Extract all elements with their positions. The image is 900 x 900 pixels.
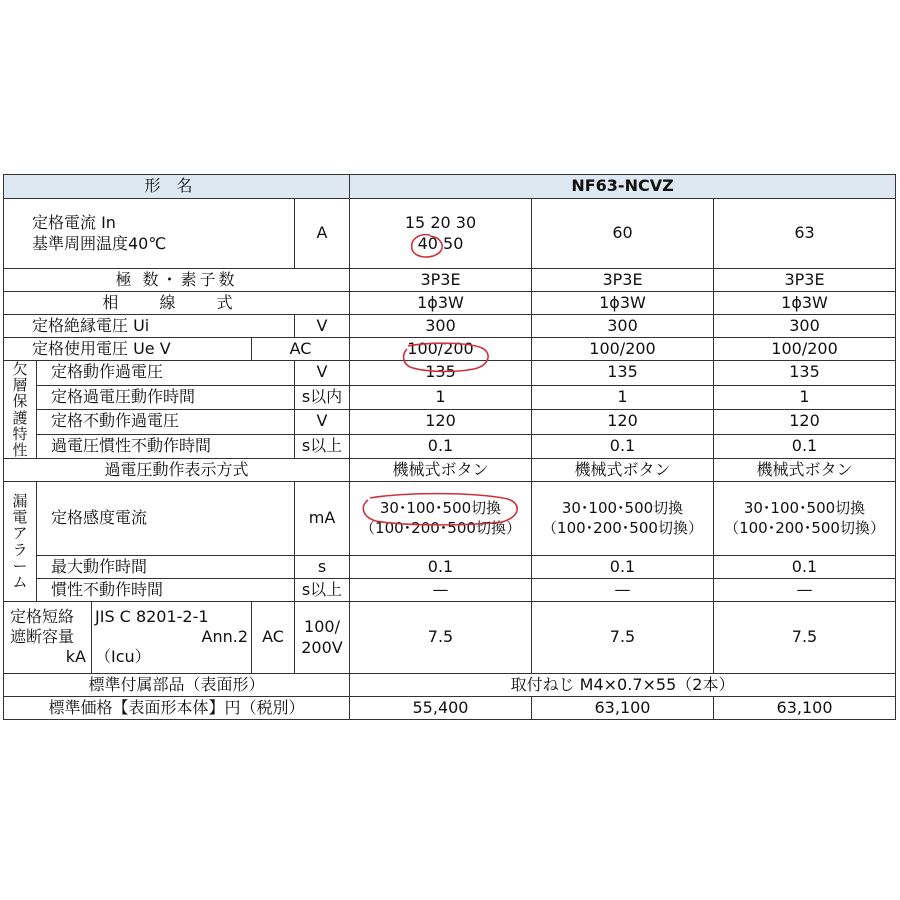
phase-value: 1ϕ3W bbox=[532, 292, 714, 315]
breaking-label: 定格短絡 遮断容量 kA bbox=[4, 602, 92, 674]
price-value: 55,400 bbox=[350, 697, 532, 720]
leak-inertia-row bbox=[4, 579, 896, 602]
phase-loss-value: 135 bbox=[350, 361, 532, 386]
operating-voltage-row bbox=[4, 338, 896, 361]
spec-table bbox=[3, 174, 896, 720]
leak-inertia-label: 慣性不動作時間 bbox=[37, 579, 295, 602]
breaking-ac: AC bbox=[252, 602, 295, 674]
phase-loss-row bbox=[4, 434, 896, 459]
accessory-value: 取付ねじ M4×0.7×55（2本） bbox=[350, 674, 896, 697]
poles-value: 3P3E bbox=[714, 269, 896, 292]
phase-loss-unit: s以内 bbox=[295, 385, 350, 410]
phase-loss-value: 0.1 bbox=[714, 434, 896, 459]
breaking-capacity-row bbox=[4, 602, 896, 674]
leak-sensitivity-row bbox=[4, 482, 896, 556]
display-method-row bbox=[4, 459, 896, 482]
insulation-value: 300 bbox=[714, 315, 896, 338]
phase-loss-value: 120 bbox=[350, 410, 532, 435]
price-value: 63,100 bbox=[714, 697, 896, 720]
breaking-value: 7.5 bbox=[714, 602, 896, 674]
phase-loss-group-label: 欠 層 保 護 特 性 bbox=[4, 361, 37, 459]
leak-alarm-group-label: 漏 電 ア ラ ー ム bbox=[4, 482, 37, 602]
leak-sensitivity-value: 30･100･500切換 （100･200･500切換） bbox=[350, 482, 532, 556]
phase-loss-unit: V bbox=[295, 361, 350, 386]
phase-loss-row bbox=[4, 361, 896, 386]
header-row bbox=[4, 175, 896, 199]
phase-loss-row bbox=[4, 410, 896, 435]
phase-loss-value: 0.1 bbox=[350, 434, 532, 459]
leak-inertia-value: — bbox=[714, 579, 896, 602]
poles-label: 極 数・素子数 bbox=[4, 269, 350, 292]
phase-loss-value: 1 bbox=[532, 385, 714, 410]
price-row bbox=[4, 697, 896, 720]
model-label: 形名 bbox=[4, 175, 350, 199]
rated-current-label-line1: 定格電流 In bbox=[32, 212, 116, 232]
leak-max-time-value: 0.1 bbox=[532, 556, 714, 579]
leak-inertia-unit: s以上 bbox=[295, 579, 350, 602]
rated-current-label-line2: 基準周囲温度40℃ bbox=[32, 233, 167, 253]
rated-current-unit: A bbox=[295, 199, 350, 269]
rated-current-col1-line1: 15 20 30 bbox=[404, 212, 477, 232]
price-value: 63,100 bbox=[532, 697, 714, 720]
phase-loss-value: 1 bbox=[350, 385, 532, 410]
phase-loss-label: 過電圧慣性不動作時間 bbox=[37, 434, 295, 459]
phase-value: 1ϕ3W bbox=[714, 292, 896, 315]
operating-voltage-unit: AC bbox=[252, 338, 350, 361]
phase-loss-label: 定格過電圧動作時間 bbox=[37, 385, 295, 410]
phase-loss-value: 120 bbox=[714, 410, 896, 435]
poles-value: 3P3E bbox=[532, 269, 714, 292]
insulation-value: 300 bbox=[350, 315, 532, 338]
rated-current-40: 40 bbox=[417, 233, 438, 253]
price-label: 標準価格【表面形本体】円（税別） bbox=[4, 697, 350, 720]
operating-voltage-label: 定格使用電圧 Ue V bbox=[4, 338, 252, 361]
insulation-row bbox=[4, 315, 896, 338]
leak-sensitivity-value: 30･100･500切換 （100･200･500切換） bbox=[714, 482, 896, 556]
insulation-value: 300 bbox=[532, 315, 714, 338]
leak-max-time-label: 最大動作時間 bbox=[37, 556, 295, 579]
leak-max-time-unit: s bbox=[295, 556, 350, 579]
poles-row bbox=[4, 269, 896, 292]
phase-loss-value: 1 bbox=[714, 385, 896, 410]
leak-max-time-row bbox=[4, 556, 896, 579]
display-method-value: 機械式ボタン bbox=[714, 459, 896, 482]
leak-max-time-value: 0.1 bbox=[714, 556, 896, 579]
model-name: NF63-NCVZ bbox=[350, 175, 896, 199]
rated-current-col3: 63 bbox=[714, 199, 896, 269]
breaking-value: 7.5 bbox=[532, 602, 714, 674]
phase-label: 相 線 式 bbox=[4, 292, 350, 315]
rated-current-label bbox=[4, 199, 295, 269]
leak-inertia-value: — bbox=[350, 579, 532, 602]
breaking-voltage: 100/ 200V bbox=[295, 602, 350, 674]
leak-inertia-value: — bbox=[532, 579, 714, 602]
display-method-label: 過電圧動作表示方式 bbox=[4, 459, 350, 482]
rated-current-50: 50 bbox=[443, 233, 464, 253]
operating-voltage-value: 100/200 bbox=[532, 338, 714, 361]
rated-current-col1 bbox=[350, 199, 532, 269]
phase-loss-unit: s以上 bbox=[295, 434, 350, 459]
phase-loss-value: 120 bbox=[532, 410, 714, 435]
display-method-value: 機械式ボタン bbox=[532, 459, 714, 482]
rated-current-row bbox=[4, 199, 896, 269]
poles-value: 3P3E bbox=[350, 269, 532, 292]
phase-loss-row bbox=[4, 385, 896, 410]
rated-current-col2: 60 bbox=[532, 199, 714, 269]
breaking-value: 7.5 bbox=[350, 602, 532, 674]
leak-sensitivity-unit: mA bbox=[295, 482, 350, 556]
accessory-label: 標準付属部品（表面形） bbox=[4, 674, 350, 697]
operating-voltage-value: 100/200 bbox=[714, 338, 896, 361]
leak-sensitivity-value: 30･100･500切換 （100･200･500切換） bbox=[532, 482, 714, 556]
phase-value: 1ϕ3W bbox=[350, 292, 532, 315]
insulation-unit: V bbox=[295, 315, 350, 338]
phase-loss-unit: V bbox=[295, 410, 350, 435]
phase-loss-label: 定格不動作過電圧 bbox=[37, 410, 295, 435]
phase-loss-value: 0.1 bbox=[532, 434, 714, 459]
phase-loss-value: 135 bbox=[714, 361, 896, 386]
operating-voltage-value: 100/200 bbox=[350, 338, 532, 361]
breaking-standard: JIS C 8201-2-1 Ann.2 （Icu） bbox=[92, 602, 252, 674]
leak-sensitivity-label: 定格感度電流 bbox=[37, 482, 295, 556]
rated-current-col1-line2 bbox=[353, 233, 528, 253]
accessory-row bbox=[4, 674, 896, 697]
leak-max-time-value: 0.1 bbox=[350, 556, 532, 579]
phase-row bbox=[4, 292, 896, 315]
insulation-label: 定格絶縁電圧 Ui bbox=[4, 315, 295, 338]
display-method-value: 機械式ボタン bbox=[350, 459, 532, 482]
phase-loss-label: 定格動作過電圧 bbox=[37, 361, 295, 386]
phase-loss-value: 135 bbox=[532, 361, 714, 386]
